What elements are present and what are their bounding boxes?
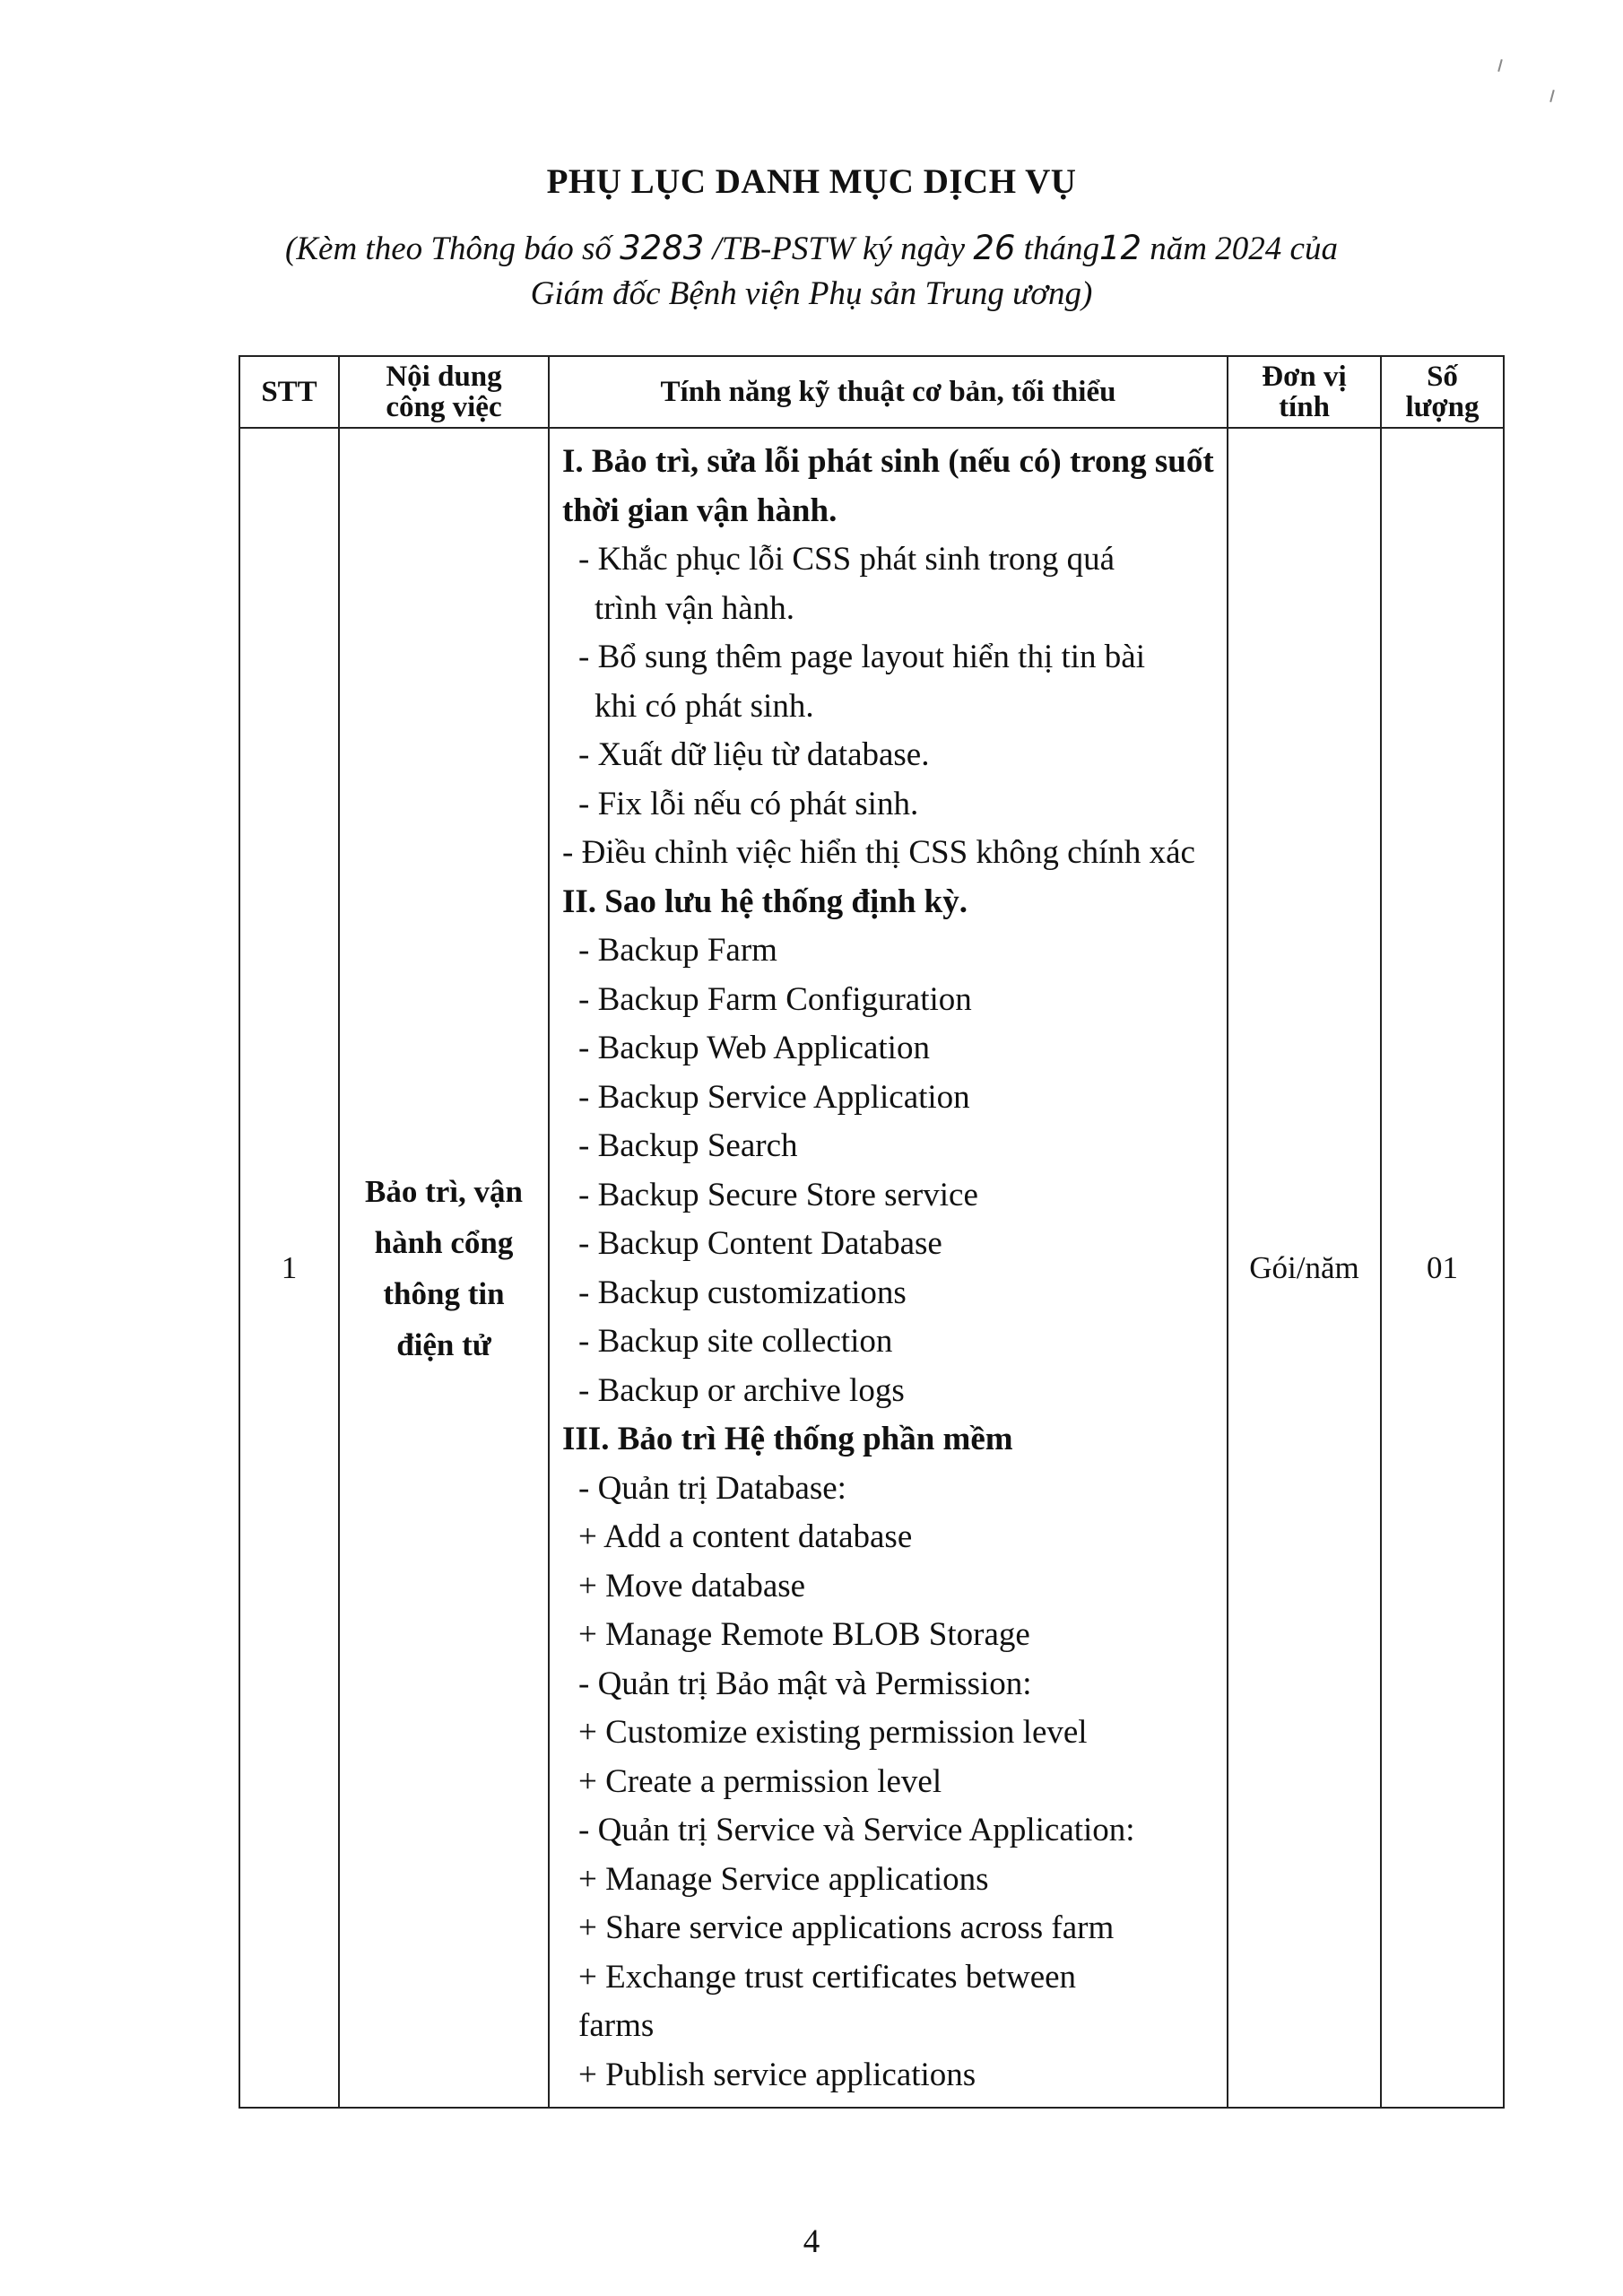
list-item: - Backup Secure Store service	[578, 1176, 978, 1213]
list-item: + Move database	[578, 1567, 806, 1605]
section-2-heading: II. Sao lưu hệ thống định kỳ.	[562, 883, 968, 920]
handwritten-number: 3283	[620, 229, 705, 267]
list-item: + Create a permission level	[578, 1762, 942, 1800]
cell-spec	[549, 428, 1228, 2108]
header-spec: Tính năng kỹ thuật cơ bản, tối thiểu	[549, 356, 1228, 428]
subtitle-line-2: Giám đốc Bệnh viện Phụ sản Trung ương)	[530, 275, 1093, 312]
list-item: - Backup Service Application	[578, 1078, 970, 1116]
spec-line: - Bổ sung thêm page layout hiển thị tin bài	[578, 639, 1145, 675]
section-3-heading: III. Bảo trì Hệ thống phần mềm	[562, 1421, 1013, 1457]
section-1-heading: I. Bảo trì, sửa lỗi phát sinh (nếu có) trong suốt thời gian vận hành.	[562, 443, 1214, 529]
list-item: + Publish service applications	[578, 2056, 976, 2093]
cell-task: Bảo trì, vận hành cổng thông tin điện tử	[339, 428, 549, 2108]
list-item: + Manage Remote BLOB Storage	[578, 1616, 1030, 1653]
spec-line: - Điều chỉnh việc hiển thị CSS không chính xác	[562, 834, 1195, 871]
list-item: + Add a content database	[578, 1518, 913, 1555]
list-item: - Backup Search	[578, 1127, 798, 1164]
list-item: - Backup Web Application	[578, 1030, 930, 1066]
header-unit: Đơn vị tính	[1228, 356, 1381, 428]
document-subtitle	[0, 226, 1623, 317]
header-task: Nội dung công việc	[339, 356, 549, 428]
spec-line: - Fix lỗi nếu có phát sinh.	[578, 785, 919, 822]
subsection-security: - Quản trị Bảo mật và Permission:	[578, 1665, 1032, 1702]
handwritten-month: 12	[1098, 229, 1142, 267]
list-item: - Backup site collection	[578, 1323, 893, 1360]
cell-qty: 01	[1381, 428, 1504, 2108]
page-number: 4	[803, 2223, 820, 2260]
document-title: PHỤ LỤC DANH MỤC DỊCH VỤ	[546, 162, 1077, 201]
scan-mark	[1549, 90, 1555, 102]
spec-line: - Khắc phục lỗi CSS phát sinh trong quá	[578, 541, 1115, 578]
cell-stt: 1	[239, 428, 339, 2108]
list-item: + Share service applications across farm	[578, 1909, 1115, 1946]
header-stt: STT	[239, 356, 339, 428]
spec-line: - Xuất dữ liệu từ database.	[578, 736, 930, 773]
service-table	[239, 355, 1505, 2109]
header-qty: Số lượng	[1381, 356, 1504, 428]
list-item: + Manage Service applications	[578, 1860, 989, 1898]
subsection-database: - Quản trị Database:	[578, 1469, 846, 1507]
list-item: - Backup Farm Configuration	[578, 980, 972, 1018]
subsection-service: - Quản trị Service và Service Application:	[578, 1812, 1135, 1848]
handwritten-day: 26	[973, 229, 1016, 267]
scan-mark	[1497, 59, 1503, 72]
table-header-row	[239, 356, 1504, 428]
list-item: + Exchange trust certificates between	[578, 1958, 1077, 1996]
list-item: - Backup customizations	[578, 1274, 907, 1311]
subtitle-line-1: (Kèm theo Thông báo số 3283 /TB-PSTW ký ngày 26 tháng12 năm 2024 của	[285, 229, 1338, 267]
spec-line: khi có phát sinh.	[595, 687, 814, 725]
spec-line: trình vận hành.	[595, 589, 794, 627]
list-item-continuation: farms	[578, 2007, 655, 2044]
list-item: - Backup Content Database	[578, 1225, 942, 1262]
list-item: - Backup Farm	[578, 932, 777, 969]
list-item: - Backup or archive logs	[578, 1371, 905, 1409]
table-row	[239, 428, 1504, 2108]
list-item: + Customize existing permission level	[578, 1714, 1088, 1751]
cell-unit: Gói/năm	[1228, 428, 1381, 2108]
